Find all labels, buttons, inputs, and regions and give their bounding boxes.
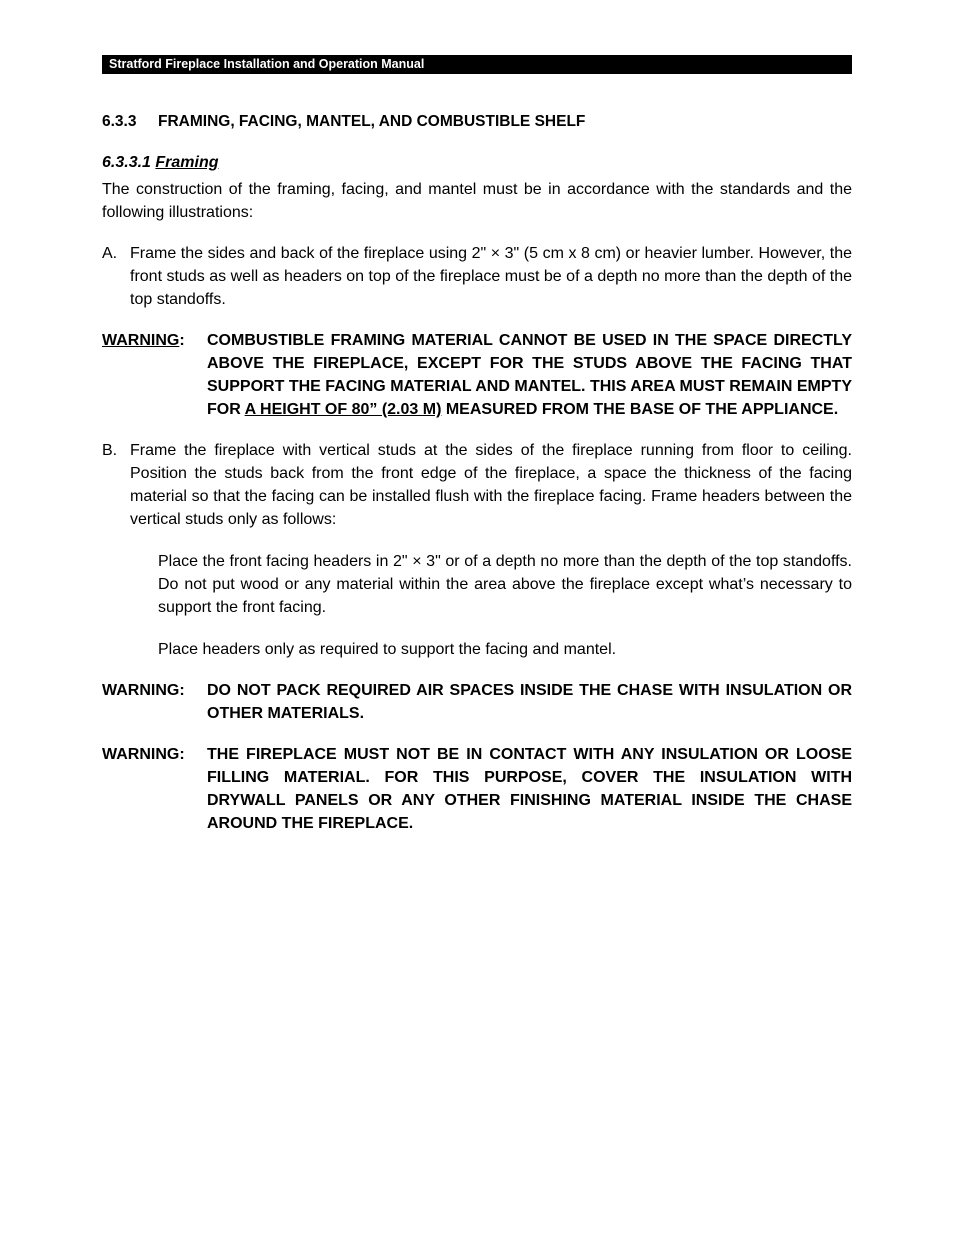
warning-air-spaces bbox=[102, 679, 852, 725]
section-heading bbox=[102, 110, 852, 133]
indented-paragraph-headers: Place the front facing headers in 2" × 3" or of a depth no more than the depth of the top standoffs. Do not put wood or any material within the area above the fireplace except what’s necessary to support the front facing. bbox=[158, 553, 852, 616]
page-content bbox=[102, 110, 852, 835]
list-text-b: Frame the fireplace with vertical studs at the sides of the fireplace running from floor to ceiling. Position the studs back from the front edge of the fireplace, a space the thickness of the facing material so that the facing can be installed flush with the fireplace facing. Frame headers between the vertical studs only as follows: bbox=[130, 442, 852, 528]
warning-label: WARNING: bbox=[102, 746, 185, 763]
warning-text: COMBUSTIBLE FRAMING MATERIAL CANNOT BE USED IN THE SPACE DIRECTLY ABOVE THE FIREPLACE, EXCEPT FOR THE STUDS ABOVE THE FACING THAT SUPPORT THE FACING MATERIAL AND MANTEL. THIS AREA MUST REMAIN EMPTY FOR A HEIGHT OF 80” (2.03 M) MEASURED FROM THE BASE OF THE APPLIANCE. bbox=[207, 332, 852, 418]
warning-text: THE FIREPLACE MUST NOT BE IN CONTACT WITH ANY INSULATION OR LOOSE FILLING MATERIAL. FOR THIS PURPOSE, COVER THE INSULATION WITH DRYWALL PANELS OR ANY OTHER FINISHING MATERIAL INSIDE THE CHASE AROUND THE FIREPLACE. bbox=[207, 746, 852, 832]
list-marker-b: B. bbox=[102, 442, 118, 459]
subsection-title: Framing bbox=[155, 154, 219, 171]
list-item-a bbox=[102, 242, 852, 311]
warning-insulation bbox=[102, 743, 852, 835]
section-title: FRAMING, FACING, MANTEL, AND COMBUSTIBLE SHELF bbox=[158, 113, 586, 130]
warning-label: WARNING: bbox=[102, 332, 185, 349]
warning-height-emphasis: A HEIGHT OF 80” (2.03 M) bbox=[244, 401, 442, 418]
warning-framing bbox=[102, 329, 852, 421]
list-item-b bbox=[102, 439, 852, 531]
running-header: Stratford Fireplace Installation and Operation Manual bbox=[102, 55, 852, 74]
list-marker-a: A. bbox=[102, 245, 118, 262]
intro-paragraph: The construction of the framing, facing, and mantel must be in accordance with the standards and the following illustrations: bbox=[102, 181, 852, 221]
warning-label: WARNING: bbox=[102, 682, 185, 699]
warning-text: DO NOT PACK REQUIRED AIR SPACES INSIDE THE CHASE WITH INSULATION OR OTHER MATERIALS. bbox=[207, 682, 852, 722]
subsection-number: 6.3.3.1 bbox=[102, 154, 151, 171]
list-text-a: Frame the sides and back of the fireplace using 2" × 3" (5 cm x 8 cm) or heavier lumber. However, the front studs as well as headers on top of the fireplace must be of a depth no more than the depth of the top standoffs. bbox=[130, 245, 852, 308]
indented-paragraph-support: Place headers only as required to support the facing and mantel. bbox=[158, 641, 617, 658]
subsection-heading bbox=[102, 151, 852, 174]
section-number: 6.3.3 bbox=[102, 113, 137, 130]
